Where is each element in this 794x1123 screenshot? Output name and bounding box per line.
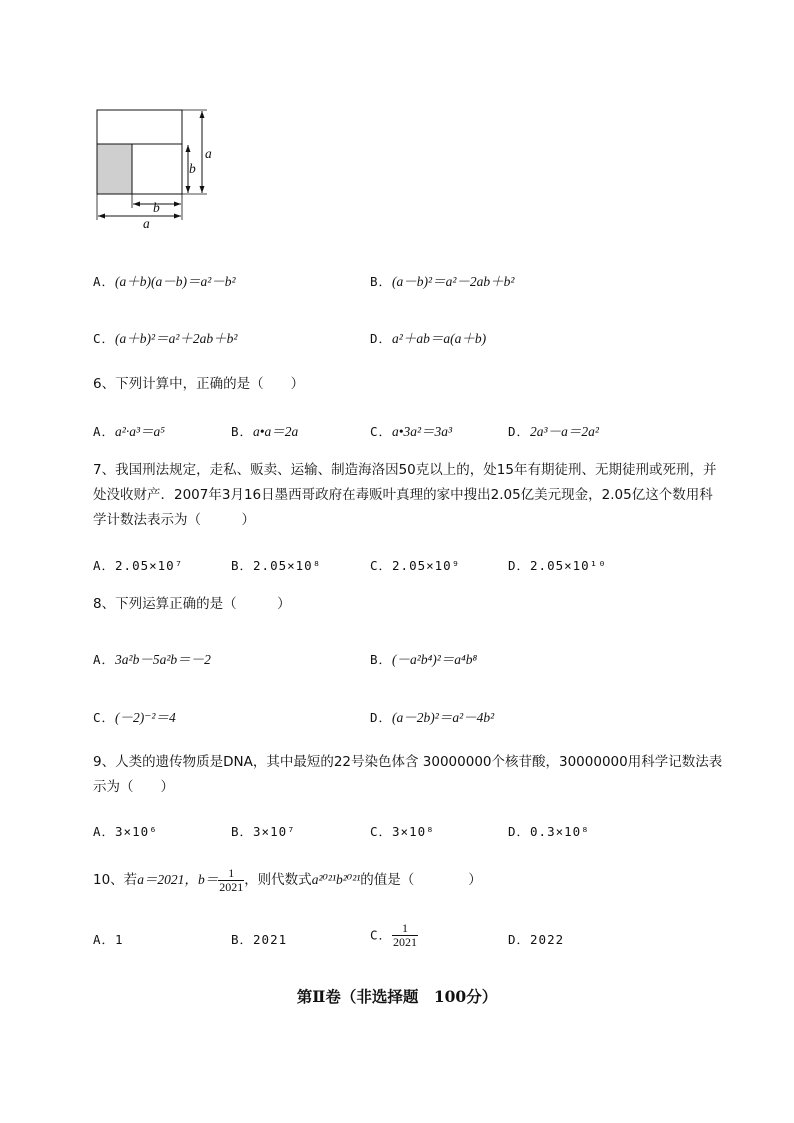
option-expr: 1 bbox=[115, 932, 124, 947]
option-letter: B． bbox=[370, 652, 393, 667]
q7-option-b[interactable] bbox=[231, 556, 321, 574]
q7-option-d[interactable] bbox=[508, 556, 607, 574]
option-expr: 3×10⁷ bbox=[253, 824, 296, 839]
option-expr: (a＋b)(a－b)＝a²－b² bbox=[115, 274, 236, 289]
fraction-numerator: 1 bbox=[228, 865, 235, 880]
q7-option-c[interactable] bbox=[370, 556, 460, 574]
q6-option-c[interactable] bbox=[370, 420, 452, 440]
option-expr: a²·a³＝a⁵ bbox=[115, 424, 165, 439]
q8-option-d[interactable] bbox=[370, 706, 494, 726]
q10-option-d[interactable] bbox=[508, 930, 564, 948]
option-letter: D． bbox=[370, 331, 393, 346]
q9-option-d[interactable] bbox=[508, 822, 590, 840]
q10-option-a[interactable] bbox=[93, 930, 124, 948]
option-letter: B． bbox=[231, 932, 254, 947]
option-expr: a²＋ab＝a(a＋b) bbox=[392, 331, 487, 346]
figure-label-a-right: a bbox=[205, 146, 212, 161]
q9-stem: 9、人类的遗传物质是DNA，其中最短的22号染色体含 30000000个核苷酸，30000000用科学记数法表示为（ ） bbox=[93, 754, 723, 795]
option-letter: D． bbox=[508, 824, 531, 839]
option-expr: 3a²b－5a²b＝－2 bbox=[115, 652, 211, 667]
q10-a-eq: a＝2021， bbox=[137, 872, 198, 887]
option-letter: D． bbox=[508, 558, 531, 573]
option-expr: 2.05×10⁷ bbox=[115, 558, 184, 573]
option-expr: (－a²b⁴)²＝a⁴b⁸ bbox=[392, 652, 478, 667]
section-title: 第Ⅱ卷（非选择题 100分） bbox=[296, 987, 498, 1006]
option-letter: A． bbox=[93, 932, 116, 947]
option-expr: a•a＝2a bbox=[253, 424, 299, 439]
option-expr: 2a³－a＝2a² bbox=[530, 424, 599, 439]
fraction-denominator: 2021 bbox=[219, 879, 244, 894]
q10-stem-pre: 10、若 bbox=[93, 872, 138, 888]
fraction-denominator: 2021 bbox=[393, 935, 418, 949]
option-letter: B． bbox=[231, 558, 254, 573]
q10-stem-mid: ，则代数式 bbox=[244, 872, 312, 888]
q10-option-c[interactable] bbox=[370, 922, 418, 949]
option-letter: A． bbox=[93, 652, 116, 667]
q7-option-a[interactable] bbox=[93, 556, 183, 574]
q10-stem-post: 的值是（ ） bbox=[360, 872, 482, 888]
q5-option-d[interactable] bbox=[370, 327, 486, 347]
option-expr: (a－2b)²＝a²－4b² bbox=[392, 710, 495, 725]
option-expr: a•3a²＝3a³ bbox=[392, 424, 453, 439]
option-expr: 2022 bbox=[530, 932, 565, 947]
option-expr: (a＋b)²＝a²＋2ab＋b² bbox=[115, 331, 238, 346]
option-letter: C． bbox=[370, 824, 393, 839]
q8-option-b[interactable] bbox=[370, 648, 477, 668]
figure-label-b-bottom: b bbox=[153, 200, 160, 215]
q10-b-fraction bbox=[218, 867, 244, 894]
q6-option-a[interactable] bbox=[93, 420, 165, 440]
option-expr: 0.3×10⁸ bbox=[530, 824, 590, 839]
q8-option-a[interactable] bbox=[93, 648, 211, 668]
option-expr: 3×10⁶ bbox=[115, 824, 158, 839]
option-expr: 2.05×10⁹ bbox=[392, 558, 461, 573]
q9-option-a[interactable] bbox=[93, 822, 158, 840]
option-letter: B． bbox=[370, 274, 393, 289]
q5-option-a[interactable] bbox=[93, 270, 236, 290]
option-fraction bbox=[392, 922, 418, 949]
option-expr: (a－b)²＝a²－2ab＋b² bbox=[392, 274, 515, 289]
option-expr: 2.05×10¹⁰ bbox=[530, 558, 607, 573]
figure-label-b-side: b bbox=[189, 161, 196, 176]
option-letter: A． bbox=[93, 274, 116, 289]
option-letter: B． bbox=[231, 824, 254, 839]
q10-option-b[interactable] bbox=[231, 930, 287, 948]
option-letter: D． bbox=[508, 932, 531, 947]
option-letter: C． bbox=[93, 331, 116, 346]
q9-option-b[interactable] bbox=[231, 822, 296, 840]
option-letter: C． bbox=[370, 558, 393, 573]
q6-stem: 6、下列计算中，正确的是（ ） bbox=[93, 376, 305, 392]
q6-option-b[interactable] bbox=[231, 420, 298, 440]
figure-label-a-bottom: a bbox=[143, 216, 150, 231]
q5-option-c[interactable] bbox=[93, 327, 237, 347]
q10-expression: a²⁰²¹b²⁰²¹ bbox=[311, 872, 361, 887]
option-letter: B． bbox=[231, 424, 254, 439]
q5-option-b[interactable] bbox=[370, 270, 514, 290]
option-letter: A． bbox=[93, 558, 116, 573]
q8-stem: 8、下列运算正确的是（ ） bbox=[93, 596, 291, 612]
option-letter: C． bbox=[93, 710, 116, 725]
option-expr: 3×10⁸ bbox=[392, 824, 435, 839]
option-letter: D． bbox=[370, 710, 393, 725]
q10-stem bbox=[93, 866, 723, 894]
option-letter: C． bbox=[370, 424, 393, 439]
option-letter: A． bbox=[93, 824, 116, 839]
option-expr: 2.05×10⁸ bbox=[253, 558, 322, 573]
option-letter: D． bbox=[508, 424, 531, 439]
option-expr: 2021 bbox=[253, 932, 288, 947]
option-letter: A． bbox=[93, 424, 116, 439]
option-expr: (－2)⁻²＝4 bbox=[115, 710, 176, 725]
q7-stem: 7、我国刑法规定，走私、贩卖、运输、制造海洛因50克以上的，处15年有期徒刑、无期徒刑或死刑，并处没收财产．2007年3月16日墨西哥政府在毒贩叶真理的家中搜出2.05亿美元现金，2.05亿这个数用科学计数法表示为（ ） bbox=[93, 462, 717, 528]
q9-option-c[interactable] bbox=[370, 822, 435, 840]
fraction-numerator: 1 bbox=[402, 921, 409, 935]
option-letter: C． bbox=[370, 927, 393, 943]
q8-option-c[interactable] bbox=[93, 706, 176, 726]
q6-option-d[interactable] bbox=[508, 420, 599, 440]
q10-b-eq: b＝ bbox=[197, 872, 219, 887]
